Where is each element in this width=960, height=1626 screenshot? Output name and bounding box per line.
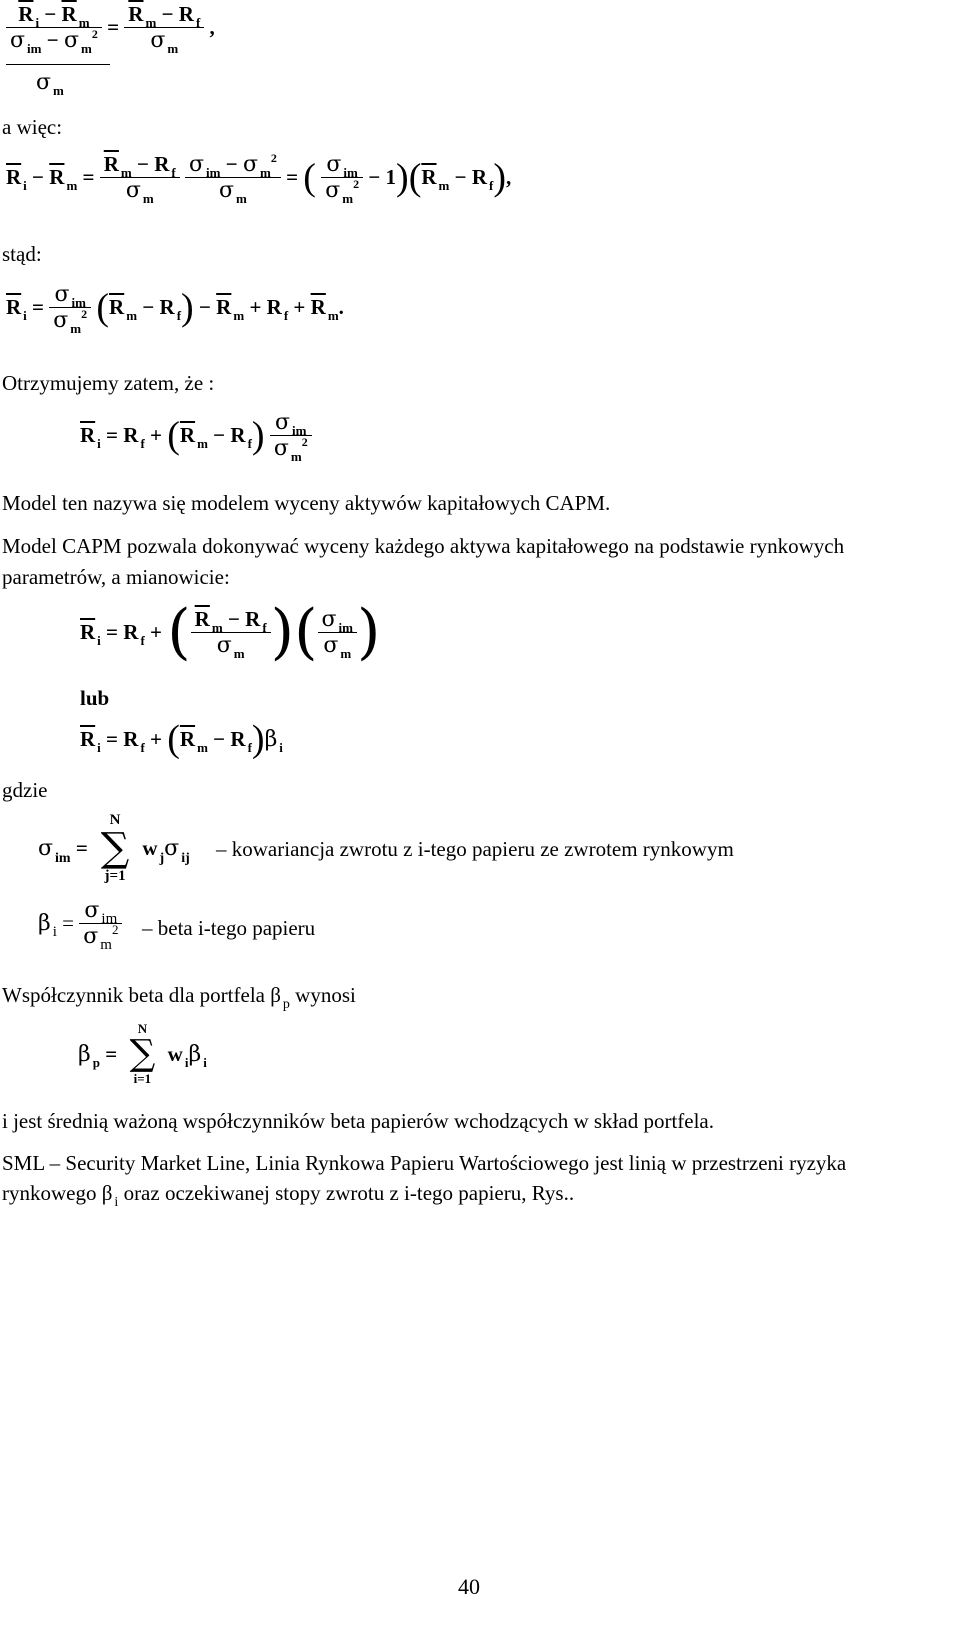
text-beta-desc: – beta i-tego papieru — [142, 916, 316, 940]
text-sml-line2 — [2, 1181, 574, 1209]
equation-2: $\overline{R}$ $_i - \overline{R}$ $_m$ = $\frac{\overline{R} _m - R _f}{\sigma _m}$ $\frac{\sigma _{im} - \sigma _m^2}{\sigma _m}$ = ( $\frac{\sigma _{im}}{\sigma _m^2}$ − $1)(\overline{R}$ $_m$ − R $_f$), — [6, 151, 512, 206]
equation-capm: $\overline{R}$ $_i$ = R $_f + (\overline{R}$ $_m$ − R $_f$) $\frac{\sigma _{im}}{\sigma _m^2}$ — [80, 410, 312, 461]
kowariancja-label: kowariancja zwrotu z i-tego papieru ze zwrotem rynkowym — [231, 837, 734, 861]
text-lub: lub — [80, 686, 110, 710]
text-otrzymujemy: Otrzymujemy zatem, że : — [2, 371, 215, 395]
fraction-rule — [6, 64, 110, 65]
text-srednia: i jest średnią ważoną współczynników beta papierów wchodzących w skład portfela. — [2, 1109, 715, 1133]
text-wspolczynnik — [2, 983, 356, 1011]
equation-6: $\overline{R}$ $_i$ = R $_f + (\overline{R}$ $_m$ − R $_f$)β $_i$ — [80, 718, 283, 760]
text-stad: stąd: — [2, 242, 42, 266]
sml-line2-pre: rynkowego β — [2, 1181, 113, 1205]
wspolczynnik-post: wynosi — [289, 983, 356, 1007]
equation-covariance: σ $_{im}$ = N ∑ j=1 w $_j$σ $_{ij}$ — [38, 812, 190, 884]
text-model-para-line2: parametrów, a mianowicie: — [2, 565, 230, 589]
equation-5: $\overline{R}$ $_i$ = R $_f$ + ( $\frac{\overline{R} _m - R _f}{\sigma _m}$ )( $\frac{\sigma _{im}}{\sigma _m}$ ) — [80, 597, 381, 667]
text-a-wiec: a więc: — [2, 115, 63, 139]
beta-desc-label: beta i-tego papieru — [157, 916, 316, 940]
equation-1-extra-denominator: σ $_m$ — [36, 70, 64, 98]
sml-line2-post: oraz oczekiwanej stopy zwrotu z i-tego papieru, Rys.. — [118, 1181, 575, 1205]
text-gdzie: gdzie — [2, 778, 48, 802]
equation-beta: β $_i$ = $\frac{\sigma _{im}}{\sigma _m^2}$ — [38, 898, 122, 949]
text-sml-line1: SML – Security Market Line, Linia Rynkowa Papieru Wartościowego jest linią w przestrzeni ryzyka — [2, 1151, 847, 1175]
equation-1: $\frac{\overline{R} _i - \overline{R} _m}{\sigma _{im} - \sigma _m^2}$ = $\frac{\overline{R} _m - R _f}{\sigma _m}$ , — [6, 2, 215, 53]
page-number: 40 — [458, 1574, 480, 1599]
text-model-capm: Model ten nazywa się modelem wyceny aktywów kapitałowych CAPM. — [2, 491, 611, 515]
sml-line2-sub: i — [114, 1195, 119, 1210]
wspolczynnik-sub: p — [282, 997, 290, 1012]
text-model-para-line1: Model CAPM pozwala dokonywać wyceny każdego aktywa kapitałowego na podstawie rynkowych — [2, 534, 845, 558]
wspolczynnik-pre: Współczynnik beta dla portfela β — [2, 983, 281, 1007]
equation-portfolio-beta: β $_p$ = N ∑ i=1 w $_i$β $_i$ — [78, 1021, 207, 1086]
equation-3: $\overline{R}$ $_i$ = $\frac{\sigma _{im}}{\sigma _m^2}$ ($\overline{R}$ $_m$ − R $_f) - \overline{R}$ $_m$ + R $_f + \overline{R}$ $_m$. — [6, 282, 344, 336]
text-kowariancja: – kowariancja zwrotu z i-tego papieru ze zwrotem rynkowym — [216, 837, 734, 861]
